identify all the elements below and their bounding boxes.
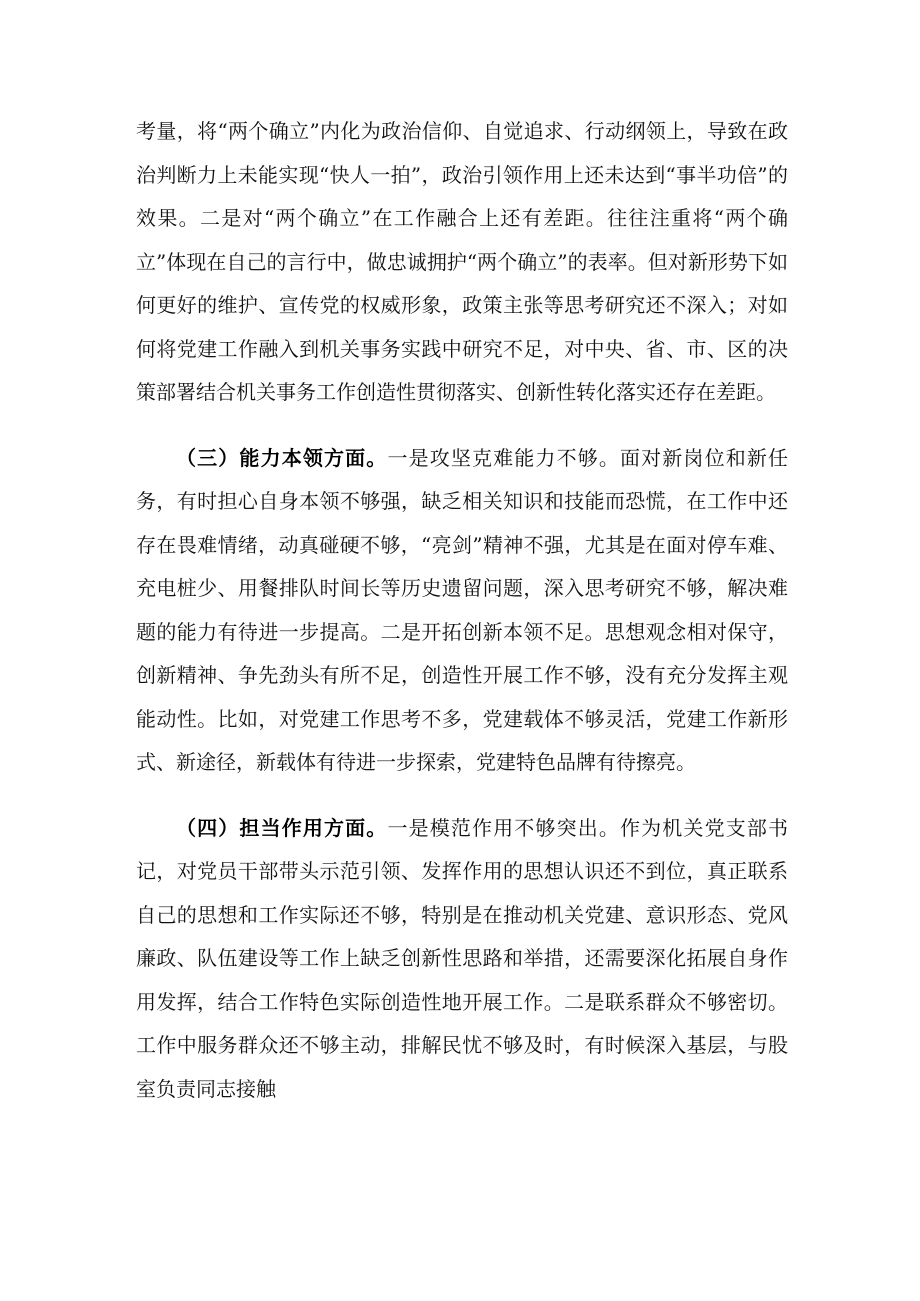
paragraph-responsibility: [136, 807, 788, 1112]
document-body: [136, 110, 788, 1111]
paragraph-text: 一是模范作用不够突出。作为机关党支部书记，对党员干部带头示范引领、发挥作用的思想认识还不到位，真正联系自己的思想和工作实际还不够，特别是在推动机关党建、意识形态、党风廉政、队伍建设等工作上缺乏创新性思路和举措，还需要深化拓展自身作用发挥，结合工作特色实际创造性地开展工作。二是联系群众不够密切。工作中服务群众还不够主动，排解民忧不够及时，有时候深入基层，与股室负责同志接触: [136, 815, 789, 1101]
paragraph-text: 一是攻坚克难能力不够。面对新岗位和新任务，有时担心自身本领不够强，缺乏相关知识和技能而恐慌，在工作中还存在畏难情绪，动真碰硬不够，“亮剑”精神不强，尤其是在面对停车难、充电桩少、用餐排队时间长等历史遗留问题，深入思考研究不够，解决难题的能力有待进一步提高。二是开拓创新本领不足。思想观念相对保守，创新精神、争先劲头有所不足，创造性开展工作不够，没有充分发挥主观能动性。比如，对党建工作思考不多，党建载体不够灵活，党建工作新形式、新途径，新载体有待进一步探索，党建特色品牌有待擦亮。: [136, 445, 789, 774]
paragraph-text: 考量，将“两个确立”内化为政治信仰、自觉追求、行动纲领上，导致在政治判断力上未能实现“快人一拍”，政治引领作用上还未达到“事半功倍”的效果。二是对“两个确立”在工作融合上还有差距。往往注重将“两个确立”体现在自己的言行中，做忠诚拥护“两个确立”的表率。但对新形势下如何更好的维护、宣传党的权威形象，政策主张等思考研究还不深入；对如何将党建工作融入到机关事务实践中研究不足，对中央、省、市、区的决策部署结合机关事务工作创造性贯彻落实、创新性转化落实还存在差距。: [136, 119, 788, 404]
paragraph-ability: [136, 437, 788, 785]
section-heading-ability: （三）能力本领方面。: [176, 445, 388, 470]
paragraph-continuation: [136, 110, 788, 415]
section-heading-responsibility: （四）担当作用方面。: [176, 815, 388, 840]
